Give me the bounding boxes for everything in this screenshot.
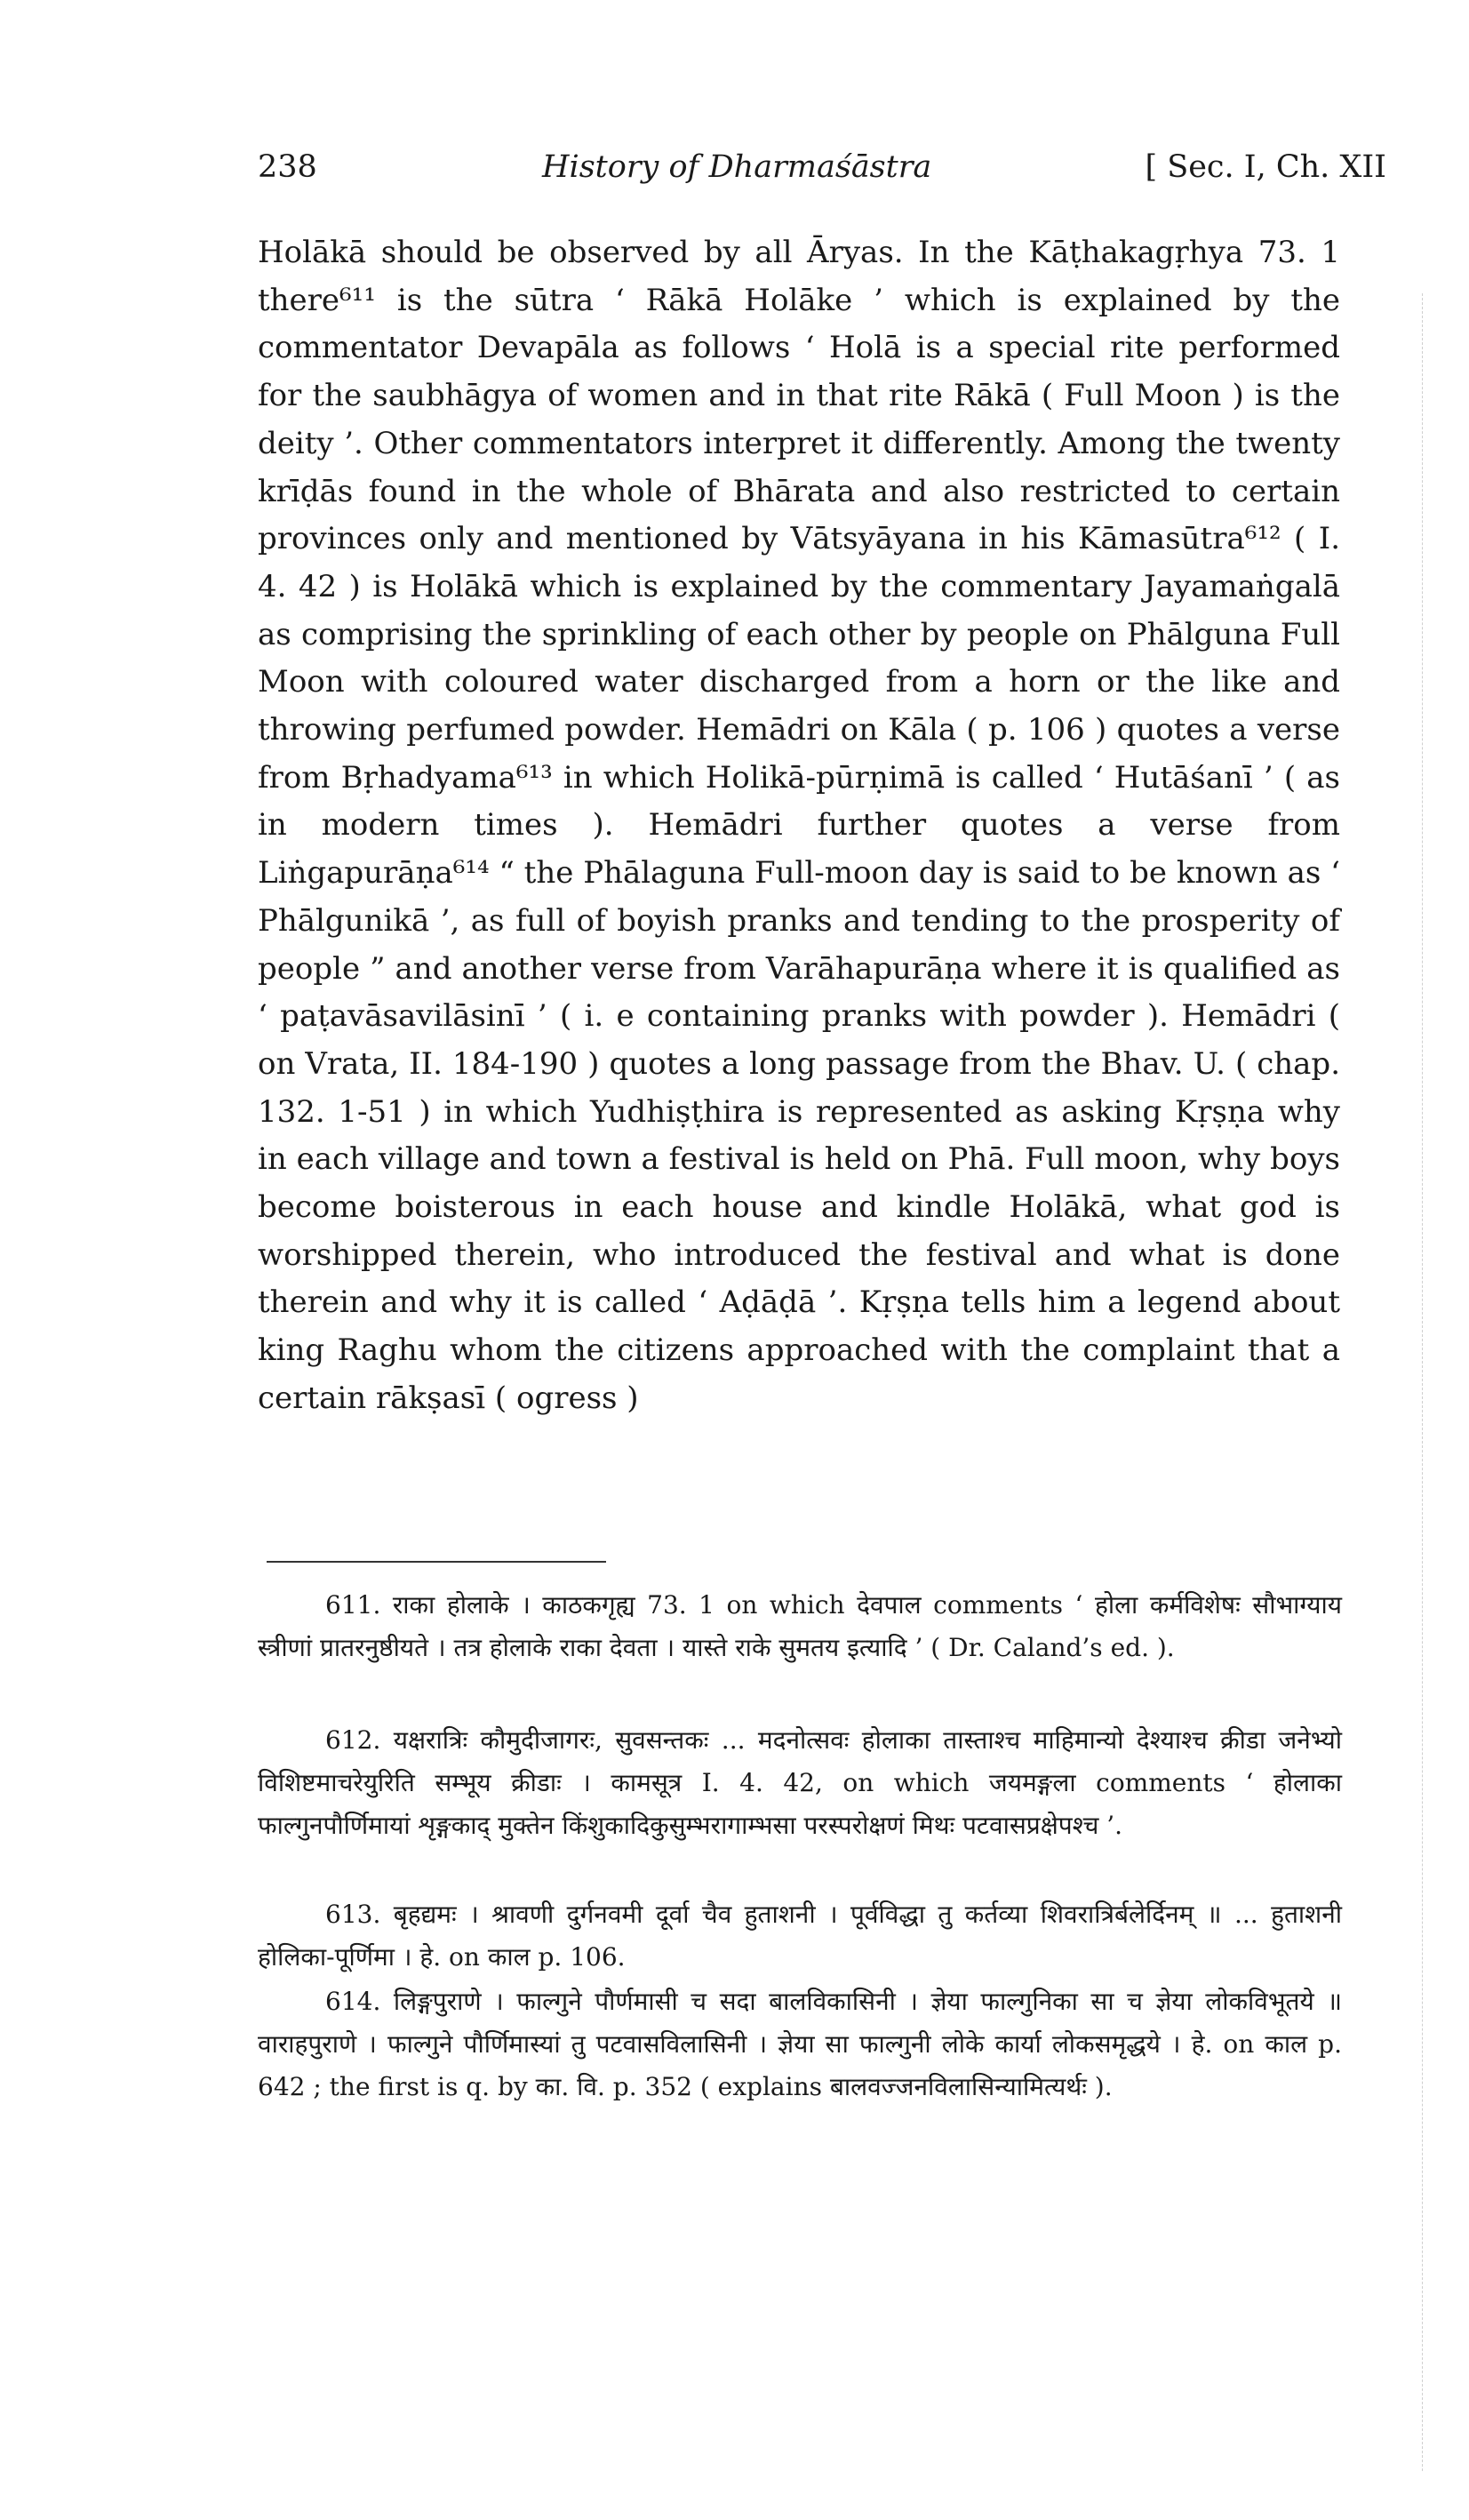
footnote-613 (258, 1893, 1342, 1979)
main-text (258, 229, 1340, 1423)
running-header (258, 149, 1386, 203)
footnote-text: 611. राका होलाके । काठकगृह्य 73. 1 on which देवपाल comments ‘ होला कर्मविशेषः सौभाग्याय स्त्रीणां प्रातरनुष्ठीयते । तत्र होलाके राका देवता । यास्ते राके सुमतय इत्यादि ’ ( Dr. Caland’s ed. ). (258, 1590, 1342, 1662)
footnote-614 (258, 1980, 1342, 2108)
scan-edge-line (1422, 293, 1423, 2471)
body-paragraph: Holākā should be observed by all Āryas. In the Kāṭhakagṛhya 73. 1 there⁶¹¹ is the sūtra ‘ Rākā Holāke ’ which is explained by the commentator Devapāla as follows ‘ Holā is a special rite performed for the saubhāgya of women and in that rite Rākā ( Full Moon ) is the deity ’. Other commentators interpret it differently. Among the twenty krīḍās found in the whole of Bhārata and also restricted to certain provinces only and mentioned by Vātsyāyana in his Kāmasūtra⁶¹² ( I. 4. 42 ) is Holākā which is explained by the commentary Jayamaṅgalā as comprising the sprinkling of each other by people on Phālguna Full Moon with coloured water discharged from a horn or the like and throwing perfumed powder. Hemādri on Kāla ( p. 106 ) quotes a verse from Bṛhadyama⁶¹³ in which Holikā-pūrṇimā is called ‘ Hutāśanī ’ ( as in modern times ). Hemādri further quotes a verse from Liṅgapurāṇa⁶¹⁴ “ the Phālaguna Full-moon day is said to be known as ‘ Phālgunikā ’, as full of boyish pranks and tending to the prosperity of people ” and another verse from Varāhapurāṇa where it is qualified as ‘ paṭavāsavilāsinī ’ ( i. e containing pranks with powder ). Hemādri ( on Vrata, II. 184-190 ) quotes a long passage from the Bhav. U. ( chap. 132. 1-51 ) in which Yudhiṣṭhira is represented as asking Kṛṣṇa why in each village and town a festival is held on Phā. Full moon, why boys become boisterous in each house and kindle Holākā, what god is worshipped therein, who introduced the festival and what is done therein and why it is called ‘ Aḍāḍā ’. Kṛṣṇa tells him a legend about king Raghu whom the citizens approached with the complaint that a certain rākṣasī ( ogress ) (258, 235, 1340, 1416)
page-number: 238 (258, 149, 317, 185)
footnote-612 (258, 1719, 1342, 1847)
footnote-text: 614. लिङ्गपुराणे । फाल्गुने पौर्णमासी च सदा बालविकासिनी । ज्ञेया फाल्गुनिका सा च ज्ञेया लोकविभूतये ॥ वाराहपुराणे । फाल्गुने पौर्णिमास्यां तु पटवासविलासिनी । ज्ञेया सा फाल्गुनी लोके कार्या लोकसमृद्धये । हे. on काल p. 642 ; the first is q. by का. वि. p. 352 ( explains बालवज्जनविलासिन्यामित्यर्थः ). (258, 1987, 1342, 2101)
footnote-separator (267, 1561, 606, 1563)
footnote-text: 613. बृहद्यमः । श्रावणी दुर्गनवमी दूर्वा चैव हुताशनी । पूर्वविद्धा तु कर्तव्या शिवरात्रिर्बलेर्दिनम् ॥ ... हुताशनी होलिका-पूर्णिमा । हे. on काल p. 106. (258, 1900, 1342, 1972)
footnote-text: 612. यक्षरात्रिः कौमुदीजागरः, सुवसन्तकः ... मदनोत्सवः होलाका तास्ताश्च माहिमान्यो देश्याश्च क्रीडा जनेभ्यो विशिष्टमाचरेयुरिति सम्भूय क्रीडाः । कामसूत्र I. 4. 42, on which जयमङ्गला comments ‘ होलाका फाल्गुनपौर्णिमायां शृङ्गकाद् मुक्तेन किंशुकादिकुसुम्भरागाम्भसा परस्परोक्षणं मिथः पटवासप्रक्षेपश्च ’. (258, 1725, 1342, 1840)
footnote-611 (258, 1584, 1342, 1669)
running-title: History of Dharmaśāstra (542, 149, 932, 185)
section-reference: [ Sec. I, Ch. XII (1145, 149, 1386, 185)
